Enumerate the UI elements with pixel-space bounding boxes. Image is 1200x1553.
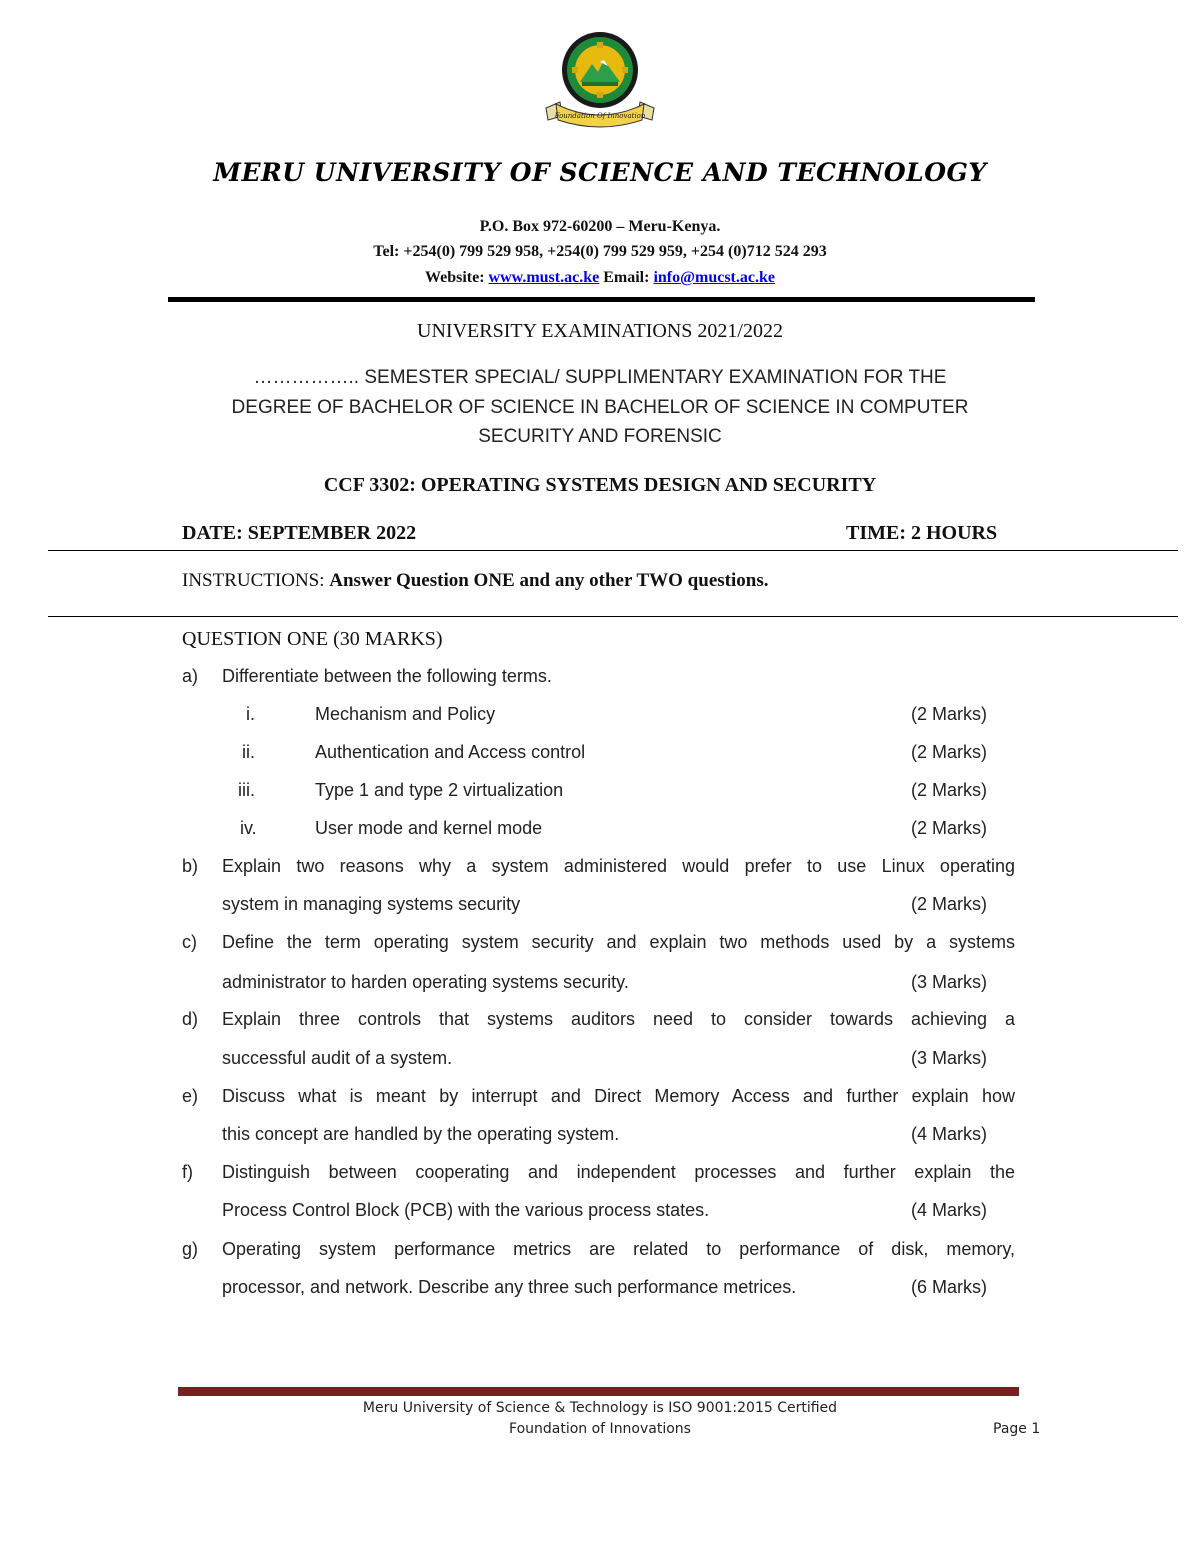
university-logo: [538, 30, 662, 130]
sub-iii-number: iii.: [238, 780, 255, 800]
telephone-line: Tel: +254(0) 799 529 958, +254(0) 799 529 959, +254 (0)712 524 293: [373, 243, 827, 260]
course-title: CCF 3302: OPERATING SYSTEMS DESIGN AND SECURITY: [323, 474, 877, 496]
question-f-line-2: Process Control Block (PCB) with the various process states.: [222, 1200, 710, 1220]
question-f-line-1: Distinguish between cooperating and independent processes and further explain the: [222, 1162, 1015, 1182]
question-d-line-1: Explain three controls that systems auditors need to consider towards achieving a: [222, 1009, 1015, 1029]
sub-ii-marks: (2 Marks): [911, 742, 987, 762]
question-a-text: Differentiate between the following terms.: [222, 666, 552, 686]
instructions-label: INSTRUCTIONS:: [182, 570, 325, 591]
exam-date: DATE: SEPTEMBER 2022: [182, 522, 417, 544]
instructions-divider: [48, 616, 1178, 617]
question-d-label: d): [182, 1009, 199, 1029]
question-c-line-2: administrator to harden operating systems security.: [222, 972, 629, 992]
email-label: Email:: [603, 269, 650, 286]
question-f-label: f): [182, 1162, 193, 1182]
question-a-label: a): [182, 666, 199, 686]
footer-motto: Foundation of Innovations: [509, 1421, 691, 1437]
email-link[interactable]: info@mucst.ac.ke: [653, 269, 775, 286]
sub-i-text: Mechanism and Policy: [315, 704, 496, 724]
sub-iii-text: Type 1 and type 2 virtualization: [315, 780, 564, 800]
question-e-marks: (4 Marks): [911, 1124, 987, 1144]
address-line: P.O. Box 972-60200 – Meru-Kenya.: [479, 218, 721, 235]
question-d-marks: (3 Marks): [911, 1048, 987, 1068]
question-c-marks: (3 Marks): [911, 972, 987, 992]
question-f-marks: (4 Marks): [911, 1200, 987, 1220]
header-divider: [168, 297, 1035, 302]
university-name: MERU UNIVERSITY OF SCIENCE AND TECHNOLOGY: [213, 158, 987, 187]
question-g-marks: (6 Marks): [911, 1277, 987, 1297]
question-b-label: b): [182, 856, 199, 876]
sub-i-marks: (2 Marks): [911, 704, 987, 724]
website-link[interactable]: www.must.ac.ke: [488, 269, 600, 286]
exam-title: UNIVERSITY EXAMINATIONS 2021/2022: [417, 320, 783, 342]
question-b-marks: (2 Marks): [911, 894, 987, 914]
question-c-line-1: Define the term operating system security and explain two methods used by a systems: [222, 932, 1015, 952]
question-one-heading: QUESTION ONE (30 MARKS): [182, 628, 443, 650]
sub-iv-text: User mode and kernel mode: [315, 818, 543, 838]
question-g-label: g): [182, 1239, 199, 1259]
semester-line-2: DEGREE OF BACHELOR OF SCIENCE IN BACHELOR OF SCIENCE IN COMPUTER: [231, 397, 969, 418]
sub-ii-text: Authentication and Access control: [315, 742, 586, 762]
question-b-line-1: Explain two reasons why a system administered would prefer to use Linux operating: [222, 856, 1015, 876]
sub-iii-marks: (2 Marks): [911, 780, 987, 800]
exam-time: TIME: 2 HOURS: [846, 522, 998, 544]
sub-iv-number: iv.: [240, 818, 257, 838]
footer-certification: Meru University of Science & Technology is ISO 9001:2015 Certified: [362, 1400, 838, 1416]
question-b-line-2: system in managing systems security: [222, 894, 521, 914]
sub-ii-number: ii.: [242, 742, 255, 762]
question-e-label: e): [182, 1086, 199, 1106]
date-divider: [48, 550, 1178, 551]
instructions-text: Answer Question ONE and any other TWO questions.: [329, 570, 769, 591]
semester-line-1: …………….. SEMESTER SPECIAL/ SUPPLIMENTARY EXAMINATION FOR THE: [253, 367, 947, 388]
page-number: Page 1: [993, 1421, 1041, 1437]
question-g-line-1: Operating system performance metrics are related to performance of disk, memory,: [222, 1239, 1015, 1259]
website-label: Website:: [425, 269, 485, 286]
sub-i-number: i.: [246, 704, 255, 724]
web-email-line: [0, 269, 1200, 287]
logo-motto-text: Foundation Of Innovation: [554, 112, 646, 120]
question-g-line-2: processor, and network. Describe any three such performance metrices.: [222, 1277, 797, 1297]
semester-line-3: SECURITY AND FORENSIC: [478, 426, 722, 447]
instructions: [182, 570, 768, 592]
question-e-line-1: Discuss what is meant by interrupt and Direct Memory Access and further explain how: [222, 1086, 1015, 1106]
question-e-line-2: this concept are handled by the operating system.: [222, 1124, 620, 1144]
sub-iv-marks: (2 Marks): [911, 818, 987, 838]
question-d-line-2: successful audit of a system.: [222, 1048, 453, 1068]
footer-bar: [178, 1387, 1019, 1396]
question-c-label: c): [182, 932, 197, 952]
